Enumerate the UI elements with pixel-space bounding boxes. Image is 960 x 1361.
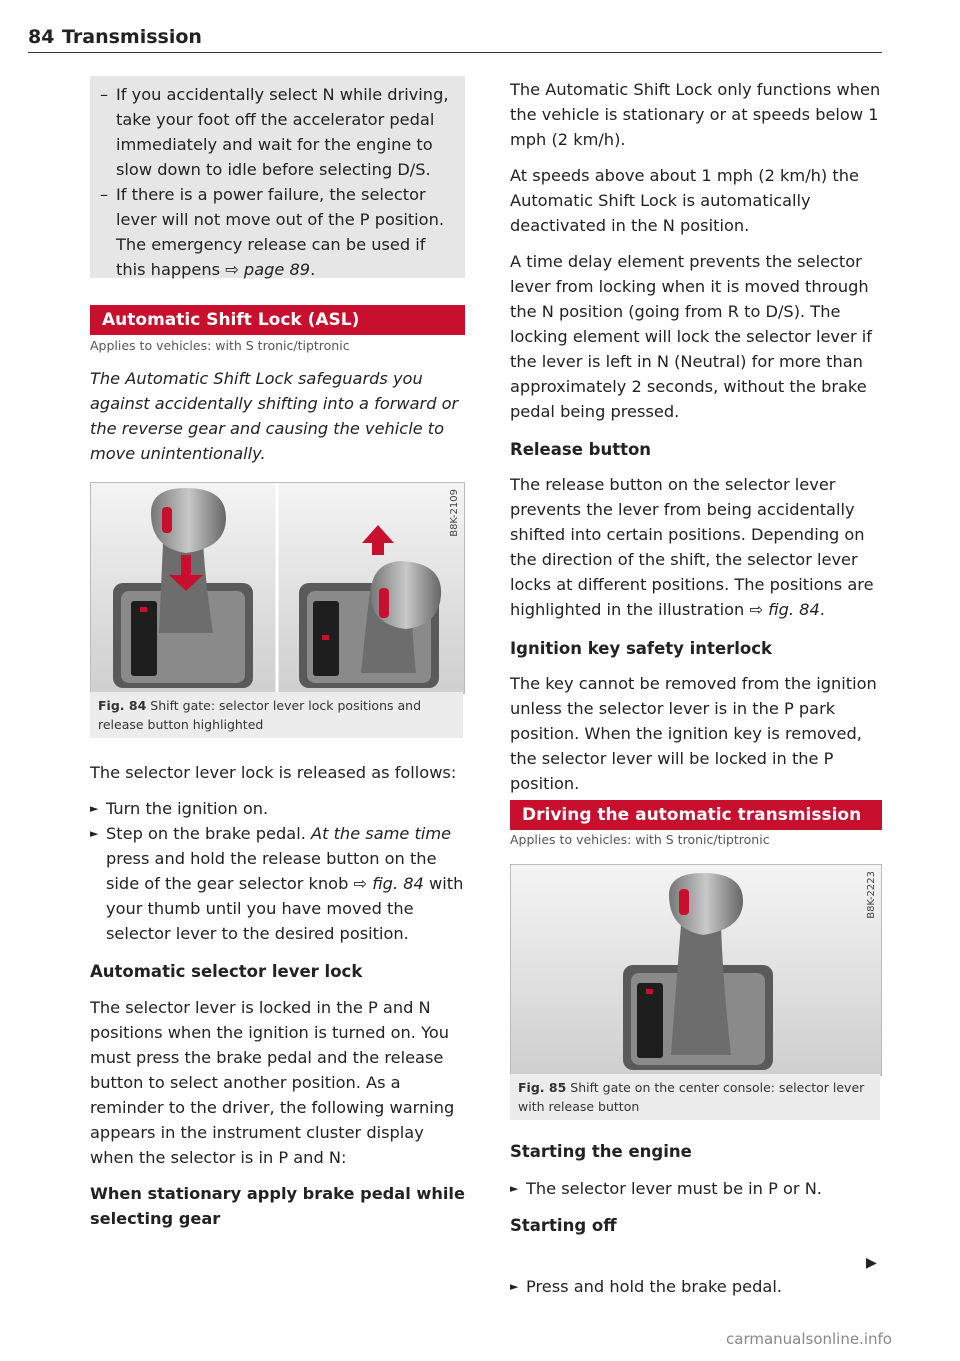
figure-label: Fig. 84: [98, 698, 147, 713]
figure-code: B8K-2223: [866, 871, 877, 919]
warning-box: [90, 76, 465, 278]
chapter-title: Transmission: [62, 26, 202, 48]
subheading-auto-lock: Automatic selector lever lock: [90, 962, 363, 981]
step-item: ► Press and hold the brake pedal.: [510, 1274, 826, 1299]
section-heading-driving: Driving the automatic transmission: [510, 800, 882, 830]
section-heading-asl: Automatic Shift Lock (ASL): [90, 305, 465, 335]
figure-85: [510, 864, 882, 1076]
applies-to-note: Applies to vehicles: with S tronic/tiptronic: [90, 338, 350, 353]
cluster-warning-message: When stationary apply brake pedal while selecting gear: [90, 1184, 465, 1228]
page-number: 84: [28, 26, 55, 48]
release-button-text: The release button on the selector lever prevents the lever from being accidentally shifted into certain positions. Depending on the direction of the shift, the selector lever locks at different positions. The positions are highlighted in the illustration ⇨ fig. 84.: [510, 475, 874, 619]
auto-lock-text: The selector lever is locked in the P and N positions when the ignition is turned on. You must press the brake pedal and the release button to select another position. As a reminder to the driver, the following warning appears in the instrument cluster display when the selector is in P and N:: [90, 998, 455, 1167]
subheading-starting-engine: Starting the engine: [510, 1142, 692, 1161]
figure-reference-link[interactable]: ⇨ fig. 84: [749, 600, 820, 619]
header-rule: [28, 52, 882, 53]
subheading-release-button: Release button: [510, 440, 652, 459]
watermark: carmanualsonline.info: [726, 1330, 892, 1348]
subheading-starting-off: Starting off: [510, 1216, 617, 1235]
applies-to-note: Applies to vehicles: with S tronic/tiptronic: [510, 832, 770, 847]
asl-deactivation-text: At speeds above about 1 mph (2 km/h) the Automatic Shift Lock is automatically deactivated in the N position.: [510, 166, 859, 235]
figure-84: [90, 482, 465, 694]
warning-item: – If you accidentally select N while driving, take your foot off the accelerator pedal immediately and wait for the engine to slow down to idle before selecting D/S.: [116, 82, 451, 182]
step-item: ► Step on the brake pedal. At the same time press and hold the release button on the side of the gear selector knob ⇨ fig. 84 with your thumb until you have moved the selector lever to the desired position.: [90, 821, 470, 946]
shift-gate-illustration: [511, 865, 881, 1075]
figure-caption-text: Shift gate: selector lever lock positions and release button highlighted: [98, 698, 422, 732]
section-intro: The Automatic Shift Lock safeguards you against accidentally shifting into a forward or the reverse gear and causing the vehicle to move unintentionally.: [90, 369, 459, 463]
figure-code: B8K-2109: [449, 489, 460, 537]
continue-arrow-icon: ▶: [866, 1255, 877, 1271]
figure-85-caption: [510, 1074, 880, 1120]
shift-gate-illustration: [91, 483, 464, 693]
page-reference-link[interactable]: ⇨ page 89: [225, 260, 311, 279]
figure-caption-text: Shift gate on the center console: selector lever with release button: [518, 1080, 865, 1114]
figure-label: Fig. 85: [518, 1080, 567, 1095]
ignition-interlock-text: The key cannot be removed from the ignition unless the selector lever is in the P park position. When the ignition key is removed, the selector lever will be locked in the P position.: [510, 674, 877, 793]
warning-item: – If there is a power failure, the selector lever will not move out of the P position. The emergency release can be used if this happens ⇨ page 89.: [116, 182, 451, 282]
asl-function-text: The Automatic Shift Lock only functions when the vehicle is stationary or at speeds below 1 mph (2 km/h).: [510, 80, 881, 149]
figure-reference-link[interactable]: ⇨ fig. 84: [353, 874, 424, 893]
figure-84-caption: [90, 692, 463, 738]
subheading-ignition-interlock: Ignition key safety interlock: [510, 639, 773, 658]
step-item: ► Turn the ignition on.: [90, 796, 470, 821]
time-delay-text: A time delay element prevents the selector lever from locking when it is moved through the N position (going from R to D/S). The locking element will lock the selector lever if the lever is left in N (Neutral) for more than approximately 2 seconds, without the brake pedal being pressed.: [510, 252, 872, 421]
step-item: ► The selector lever must be in P or N.: [510, 1176, 898, 1201]
lock-release-intro: The selector lever lock is released as follows:: [90, 763, 457, 782]
